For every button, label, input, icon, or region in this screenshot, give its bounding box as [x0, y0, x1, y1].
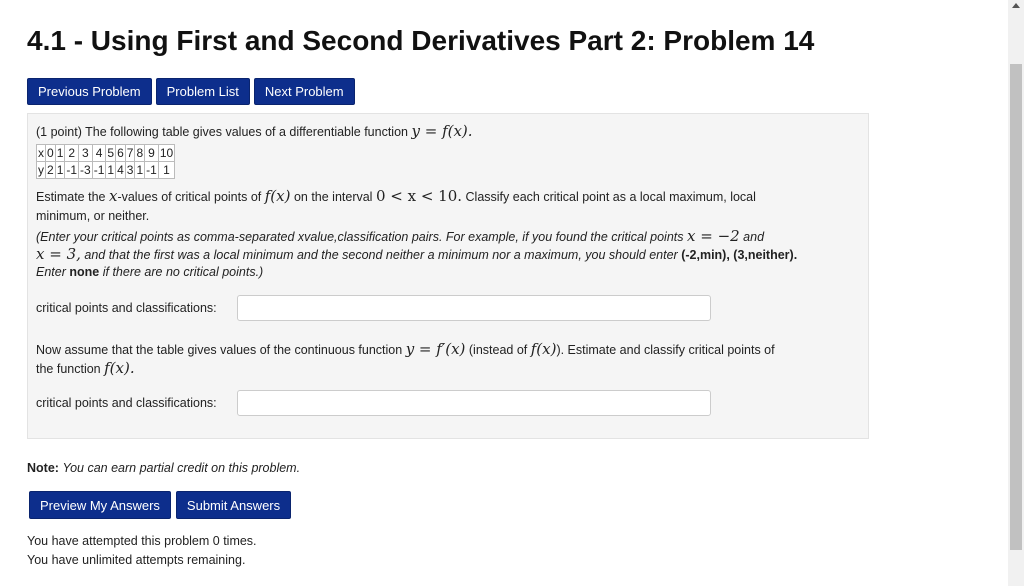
instructions-math: x = 3,: [36, 245, 81, 263]
part2-text: ). Estimate and classify critical points of: [556, 343, 775, 357]
instructions-text: and that the first was a local minimum and the second neither a minimum nor a maximum, you should enter: [84, 248, 678, 262]
table-cell: 1: [158, 162, 174, 179]
table-cell: 1: [107, 163, 115, 177]
table-cell: -1: [146, 163, 157, 177]
table-row-x: [37, 145, 175, 162]
next-problem-button[interactable]: Next Problem: [254, 78, 355, 105]
table-cell: y: [38, 163, 44, 177]
submit-answers-button[interactable]: Submit Answers: [176, 491, 291, 519]
page-title: 4.1 - Using First and Second Derivatives Part 2: Problem 14: [27, 25, 815, 56]
instructions-text: and: [743, 230, 765, 244]
table-cell: 3: [126, 163, 134, 177]
attempts-remaining: You have unlimited attempts remaining.: [27, 553, 246, 567]
instructions-line-2: [36, 245, 797, 263]
values-table: [36, 144, 175, 179]
problem-box: [27, 113, 869, 439]
part2-fx-math: f(x): [530, 340, 557, 358]
scroll-up-arrow-icon[interactable]: [1012, 3, 1020, 8]
answer-label-2: critical points and classifications:: [36, 396, 217, 410]
answer-actions: [29, 491, 291, 519]
table-cell: 1: [56, 163, 64, 177]
previous-problem-button[interactable]: Previous Problem: [27, 78, 152, 105]
table-cell: 2: [47, 163, 54, 177]
answer-input-2[interactable]: [237, 390, 711, 416]
instructions-line-3: [36, 265, 263, 279]
table-cell: -3: [80, 163, 91, 177]
table-cell: 4: [117, 163, 124, 177]
note-text: You can earn partial credit on this problem.: [62, 461, 301, 475]
note-label: Note:: [27, 461, 59, 475]
scroll-thumb[interactable]: [1010, 64, 1022, 550]
table-cell: 5: [107, 146, 115, 160]
problem-nav: [27, 78, 355, 105]
intro-text: (1 point) The following table gives values of a differentiable function: [36, 125, 408, 139]
problem-list-button[interactable]: Problem List: [156, 78, 250, 105]
instructions-math: x = −2: [687, 227, 740, 245]
instructions-text: Enter: [36, 265, 66, 279]
table-cell: 4: [92, 145, 106, 162]
estimate-line-1: [36, 187, 756, 205]
table-cell: 0: [47, 146, 54, 160]
estimate-text: Classify each critical point as a local maximum, local: [465, 190, 756, 204]
table-cell: 6: [117, 146, 124, 160]
estimate-text: on the interval: [293, 190, 373, 204]
part2-text: Now assume that the table gives values of the continuous function: [36, 343, 403, 357]
attempts-status: You have attempted this problem 0 times.: [27, 534, 257, 548]
preview-answers-button[interactable]: Preview My Answers: [29, 491, 171, 519]
intro-math: y = f(x).: [411, 122, 473, 140]
part2-line-1: [36, 340, 775, 358]
answer-input-1[interactable]: [237, 295, 711, 321]
answer-label-1: critical points and classifications:: [36, 301, 217, 315]
note: [27, 461, 300, 475]
table-cell: 8: [136, 146, 144, 160]
estimate-text: -values of critical points of: [117, 190, 262, 204]
part2-line-2: [36, 359, 135, 377]
table-row-y: [37, 162, 175, 179]
part2-text: (instead of: [468, 343, 528, 357]
estimate-fx-math: f(x): [264, 187, 291, 205]
part2-math: y = f′(x): [405, 340, 466, 358]
estimate-line-2: minimum, or neither.: [36, 209, 150, 223]
table-cell: 1: [56, 146, 64, 160]
table-cell: x: [38, 146, 44, 160]
instructions-line-1: [36, 227, 764, 245]
instructions-example: (-2,min), (3,neither).: [681, 248, 798, 262]
instructions-text: (Enter your critical points as comma-separated xvalue,classification pairs. For example, if you found the critical points: [36, 230, 684, 244]
estimate-interval-math: 0 < x < 10.: [375, 187, 463, 205]
table-cell: 10: [159, 146, 174, 160]
estimate-x-math: x: [108, 187, 118, 205]
table-cell: 3: [79, 145, 93, 162]
table-cell: 1: [136, 163, 144, 177]
instructions-none: none: [69, 265, 100, 279]
instructions-text: if there are no critical points.): [102, 265, 264, 279]
estimate-text: Estimate the: [36, 190, 106, 204]
table-cell: 9: [145, 145, 159, 162]
problem-intro: [36, 122, 473, 140]
table-cell: 7: [126, 146, 134, 160]
page-scrollbar[interactable]: [1008, 0, 1024, 586]
part2-fx2-math: f(x).: [104, 359, 135, 377]
table-cell: -1: [66, 163, 78, 177]
table-cell: 2: [65, 145, 79, 162]
part2-text: the function: [36, 362, 101, 376]
table-cell: -1: [93, 163, 105, 177]
